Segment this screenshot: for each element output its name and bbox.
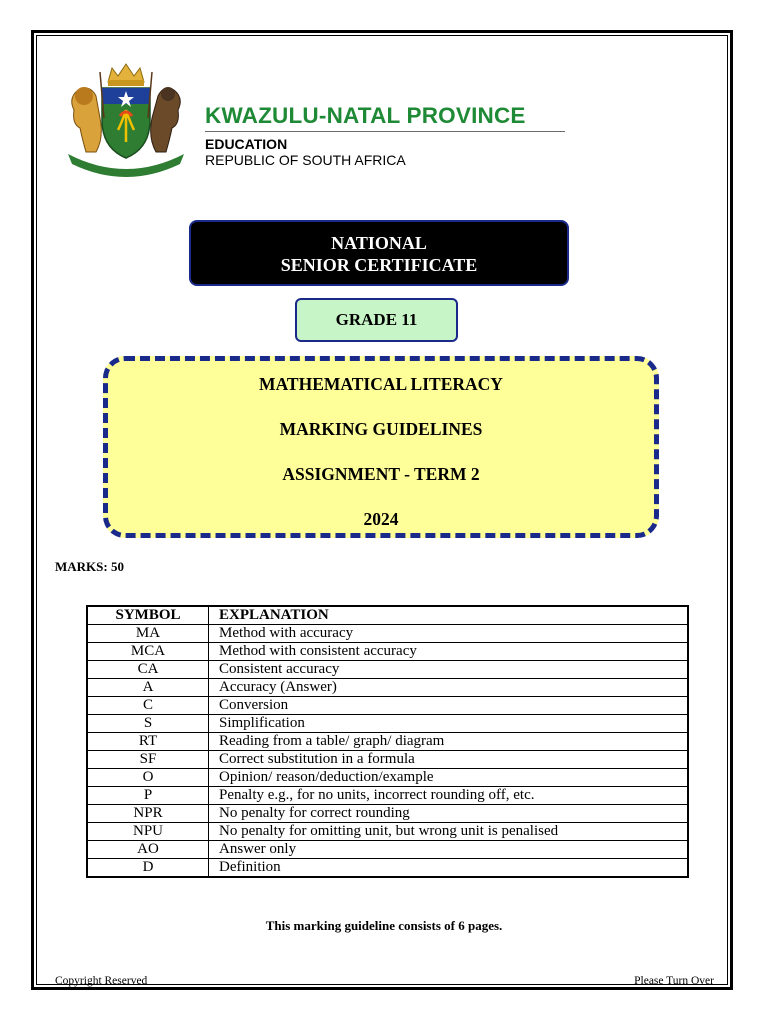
table-row xyxy=(87,805,688,823)
subject-box xyxy=(103,356,659,538)
symbol-cell: AO xyxy=(87,841,209,859)
table-row xyxy=(87,751,688,769)
country-name: REPUBLIC OF SOUTH AFRICA xyxy=(205,152,406,168)
table-row xyxy=(87,787,688,805)
symbol-cell: P xyxy=(87,787,209,805)
table-row xyxy=(87,625,688,643)
logo-divider xyxy=(205,131,565,132)
explanation-cell: Accuracy (Answer) xyxy=(209,679,689,697)
symbol-cell: A xyxy=(87,679,209,697)
explanation-cell: Method with accuracy xyxy=(209,625,689,643)
page-count-note: This marking guideline consists of 6 pages. xyxy=(265,918,503,933)
symbol-cell: RT xyxy=(87,733,209,751)
explanation-cell: Simplification xyxy=(209,715,689,733)
department-name: EDUCATION xyxy=(205,136,288,152)
explanation-cell: Reading from a table/ graph/ diagram xyxy=(209,733,689,751)
document-type: MARKING GUIDELINES xyxy=(279,419,483,439)
exam-year: 2024 xyxy=(363,509,399,529)
explanation-cell: Answer only xyxy=(209,841,689,859)
symbol-cell: O xyxy=(87,769,209,787)
explanation-cell: Definition xyxy=(209,859,689,878)
explanation-cell: Opinion/ reason/deduction/example xyxy=(209,769,689,787)
table-row xyxy=(87,715,688,733)
symbol-cell: SF xyxy=(87,751,209,769)
explanation-cell: Correct substitution in a formula xyxy=(209,751,689,769)
explanation-cell: Penalty e.g., for no units, incorrect rounding off, etc. xyxy=(209,787,689,805)
explanation-cell: Method with consistent accuracy xyxy=(209,643,689,661)
symbols-table xyxy=(86,605,689,878)
table-row xyxy=(87,697,688,715)
copyright-footer: Copyright Reserved xyxy=(55,975,148,987)
symbol-cell: C xyxy=(87,697,209,715)
column-header-explanation: EXPLANATION xyxy=(209,606,689,625)
coat-of-arms-icon xyxy=(60,58,192,178)
symbol-cell: MCA xyxy=(87,643,209,661)
province-name: KWAZULU-NATAL PROVINCE xyxy=(205,103,526,128)
explanation-cell: No penalty for correct rounding xyxy=(209,805,689,823)
symbol-cell: S xyxy=(87,715,209,733)
assignment-term: ASSIGNMENT - TERM 2 xyxy=(282,464,480,484)
symbol-cell: D xyxy=(87,859,209,878)
table-row xyxy=(87,643,688,661)
symbol-cell: CA xyxy=(87,661,209,679)
table-row xyxy=(87,679,688,697)
table-row xyxy=(87,823,688,841)
explanation-cell: No penalty for omitting unit, but wrong unit is penalised xyxy=(209,823,689,841)
certificate-title-box xyxy=(189,220,569,286)
symbol-cell: NPU xyxy=(87,823,209,841)
explanation-cell: Conversion xyxy=(209,697,689,715)
grade-label: GRADE 11 xyxy=(295,298,458,342)
please-turn-over-footer: Please Turn Over xyxy=(634,975,714,987)
province-logo-text xyxy=(205,103,565,168)
symbol-cell: MA xyxy=(87,625,209,643)
column-header-symbol: SYMBOL xyxy=(87,606,209,625)
table-header-row xyxy=(87,606,688,625)
table-row xyxy=(87,661,688,679)
table-row xyxy=(87,769,688,787)
table-row xyxy=(87,733,688,751)
certificate-title-line2: SENIOR CERTIFICATE xyxy=(280,255,478,275)
table-row xyxy=(87,859,688,878)
certificate-title-line1: NATIONAL xyxy=(331,233,427,253)
explanation-cell: Consistent accuracy xyxy=(209,661,689,679)
subject-title: MATHEMATICAL LITERACY xyxy=(259,374,503,394)
total-marks: MARKS: 50 xyxy=(55,559,124,574)
table-row xyxy=(87,841,688,859)
symbol-cell: NPR xyxy=(87,805,209,823)
